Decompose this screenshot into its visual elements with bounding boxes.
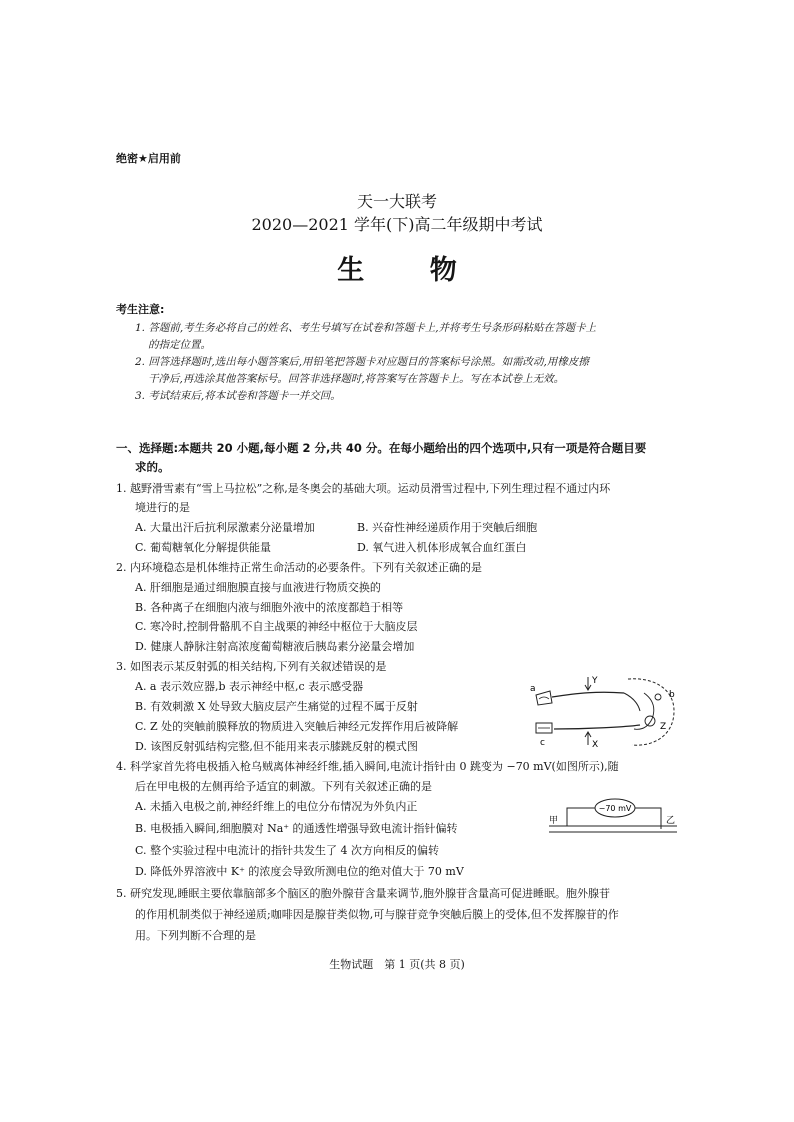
q4-stem: 4. 科学家首先将电极插入枪乌贼离体神经纤维,插入瞬间,电流计指针由 0 跳变为 −70 mV(如图所示),随 [116,760,619,773]
q2-option-d: D. 健康人静脉注射高浓度葡萄糖液后胰岛素分泌量会增加 [135,640,415,653]
electrode-right-label: 乙 [666,816,676,826]
note-line: 2. 回答选择题时,选出每小题答案后,用铅笔把答题卡对应题目的答案标号涂黑。如需改动,用橡皮擦 [135,356,589,368]
q4-stem-cont: 后在甲电极的左侧再给予适宜的刺激。下列有关叙述正确的是 [135,780,432,793]
fig-label-z: Z [660,722,667,732]
fig-label-a: a [530,684,536,694]
q4-option-b: B. 电极插入瞬间,细胞膜对 Na⁺ 的通透性增强导致电流计指针偏转 [135,822,458,835]
fig-label-y: Y [592,676,598,686]
q3-option-c: C. Z 处的突触前膜释放的物质进入突触后神经元发挥作用后被降解 [135,720,459,733]
q1-stem-cont: 境进行的是 [135,501,190,514]
q1-option-b: B. 兴奋性神经递质作用于突触后细胞 [357,521,538,534]
afferent-nerve [552,692,624,697]
q4-option-d: D. 降低外界溶液中 K⁺ 的浓度会导致所测电位的绝对值大于 70 mV [135,865,464,878]
q3-option-d: D. 该图反射弧结构完整,但不能用来表示膝跳反射的模式图 [135,740,418,753]
q1-option-d: D. 氧气进入机体形成氧合血红蛋白 [357,541,527,554]
receptor-icon [536,691,552,705]
fig-label-x: X [592,740,599,750]
reflex-arc-figure [528,673,680,753]
note-line: 1. 答题前,考生务必将自己的姓名、考生号填写在试卷和答题卡上,并将考生号条形码粘贴在答题卡上 [135,322,597,334]
meter-reading: −70 mV [598,804,632,813]
fig-label-b: b [669,690,675,700]
section-heading-cont: 求的。 [135,460,170,474]
exam-title-line2: 2020—2021 学年(下)高二年级期中考试 [251,215,543,234]
q3-option-b: B. 有效刺激 X 处导致大脑皮层产生痛觉的过程不属于反射 [135,700,418,713]
note-line: 3. 考试结束后,将本试卷和答题卡一并交回。 [135,390,341,402]
note-line: 的指定位置。 [148,339,211,351]
subject-title: 生 物 [337,255,485,286]
q2-option-a: A. 肝细胞是通过细胞膜直接与血液进行物质交换的 [135,581,381,594]
spinal-cord-icon [628,679,674,745]
q4-option-a: A. 未插入电极之前,神经纤维上的电位分布情况为外负内正 [135,800,418,813]
exam-title-line1: 天一大联考 [356,192,437,211]
q1-option-a: A. 大量出汗后抗利尿激素分泌量增加 [135,521,315,534]
note-line: 干净后,再选涂其他答案标号。回答非选择题时,将答案写在答题卡上。写在本试卷上无效。 [148,373,565,385]
q1-stem: 1. 越野滑雪素有“雪上马拉松”之称,是冬奥会的基础大项。运动员滑雪过程中,下列生理过程不通过内环 [116,482,611,495]
notes-title: 考生注意: [116,303,165,316]
q2-stem: 2. 内环境稳态是机体维持正常生命活动的必要条件。下列有关叙述正确的是 [116,561,482,574]
galvanometer-figure [545,796,681,836]
secret-label: 绝密★启用前 [116,152,181,165]
q5-stem-cont: 的作用机制类似于神经递质;咖啡因是腺苷类似物,可与腺苷竞争突触后膜上的受体,但不发挥腺苷的作 [135,908,619,921]
fig-label-c: c [540,738,545,748]
page-footer: 生物试题 第 1 页(共 8 页) [329,958,465,971]
left-electrode [567,808,595,826]
q5-stem: 5. 研究发现,睡眠主要依靠脑部多个脑区的胞外腺苷含量来调节,胞外腺苷含量高可促进睡眠。胞外腺苷 [116,887,610,900]
q2-option-b: B. 各种离子在细胞内液与细胞外液中的浓度都趋于相等 [135,601,404,614]
q4-option-c: C. 整个实验过程中电流计的指针共发生了 4 次方向相反的偏转 [135,844,440,857]
q2-option-c: C. 寒冷时,控制骨骼肌不自主战栗的神经中枢位于大脑皮层 [135,620,418,633]
q5-stem-cont2: 用。下列判断不合理的是 [135,929,256,942]
afferent-root [624,693,640,711]
efferent-nerve [554,725,640,729]
section-heading: 一、选择题:本题共 20 小题,每小题 2 分,共 40 分。在每小题给出的四个选项中,只有一项是符合题目要 [116,441,647,455]
q3-stem: 3. 如图表示某反射弧的相关结构,下列有关叙述错误的是 [116,660,387,673]
q3-option-a: A. a 表示效应器,b 表示神经中枢,c 表示感受器 [135,680,364,693]
electrode-left-label: 甲 [549,816,559,826]
q1-option-c: C. 葡萄糖氧化分解提供能量 [135,541,272,554]
effector-icon [536,723,552,733]
